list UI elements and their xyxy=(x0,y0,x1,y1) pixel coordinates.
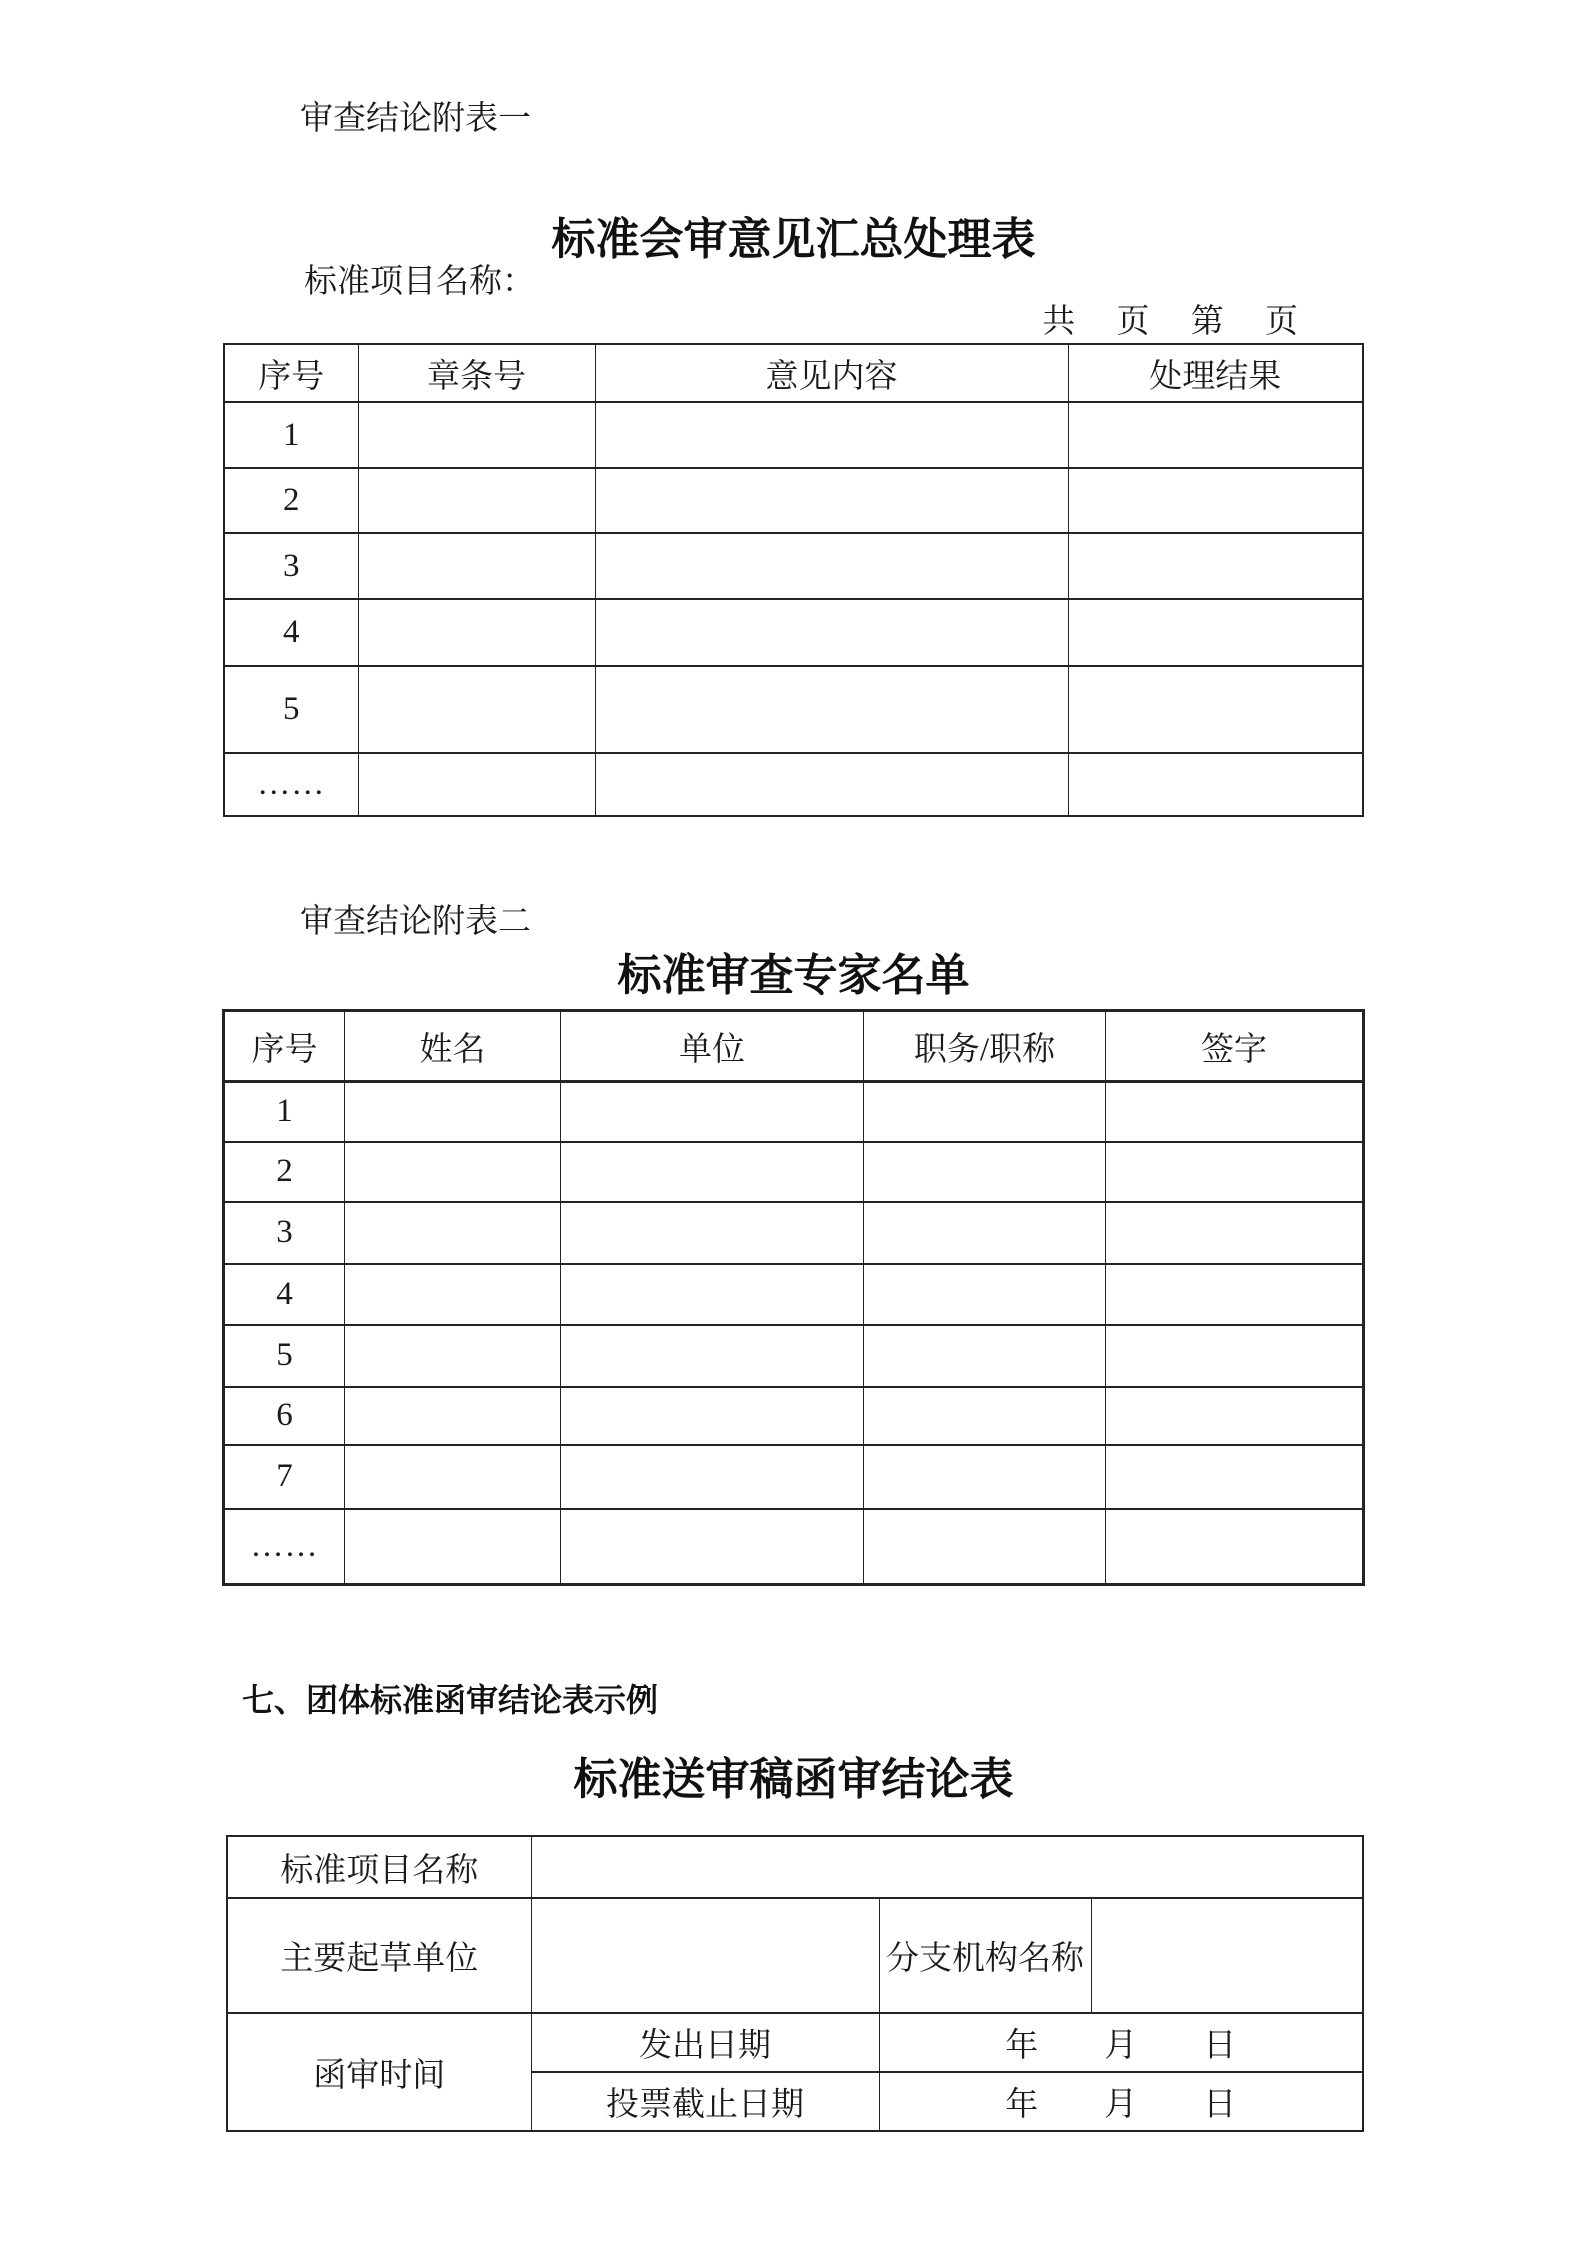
table-cell xyxy=(595,468,1068,533)
table-cell xyxy=(358,402,595,468)
table-row xyxy=(224,1509,1364,1585)
table-3-title: 标准送审稿函审结论表 xyxy=(573,1755,1014,1804)
table-cell xyxy=(561,1202,864,1264)
page-count-label: 共 页 第 页 xyxy=(1042,304,1298,340)
expert-list-table xyxy=(222,1009,1365,1586)
column-header-position: 职务/职称 xyxy=(864,1011,1106,1082)
table-cell: 4 xyxy=(224,1264,345,1325)
table-cell xyxy=(561,1082,864,1142)
table-row xyxy=(224,1445,1364,1509)
table-cell: 5 xyxy=(224,1325,345,1387)
table-cell xyxy=(1106,1325,1364,1387)
drafting-unit-cell-label: 主要起草单位 xyxy=(227,1898,531,2013)
table-cell xyxy=(345,1387,561,1445)
table-cell xyxy=(561,1142,864,1202)
column-header-result: 处理结果 xyxy=(1068,344,1363,402)
section-7-heading: 七、团体标准函审结论表示例 xyxy=(242,1682,659,1718)
table-cell xyxy=(345,1264,561,1325)
table-cell: 3 xyxy=(224,1202,345,1264)
table-row xyxy=(224,1325,1364,1387)
table-cell xyxy=(561,1509,864,1585)
table-row xyxy=(224,1142,1364,1202)
table-row xyxy=(227,2013,1363,2072)
deadline-cell-label: 投票截止日期 xyxy=(531,2072,879,2131)
table-cell: 4 xyxy=(224,599,358,666)
table-cell xyxy=(1106,1387,1364,1445)
table-row xyxy=(224,402,1363,468)
table-cell xyxy=(345,1202,561,1264)
table-cell: 2 xyxy=(224,468,358,533)
table-row xyxy=(227,1898,1363,2013)
column-header-clause: 章条号 xyxy=(358,344,595,402)
table-cell xyxy=(345,1325,561,1387)
table-cell: 6 xyxy=(224,1387,345,1445)
table-cell xyxy=(595,666,1068,753)
table-cell: …… xyxy=(224,1509,345,1585)
table-cell xyxy=(345,1509,561,1585)
branch-name-cell-value xyxy=(1091,1898,1363,2013)
table-cell xyxy=(561,1264,864,1325)
table-cell: 3 xyxy=(224,533,358,599)
table-cell xyxy=(864,1202,1106,1264)
table-cell xyxy=(864,1509,1106,1585)
table-cell xyxy=(864,1387,1106,1445)
table-cell: 1 xyxy=(224,402,358,468)
table-row xyxy=(224,1082,1364,1142)
table-cell xyxy=(358,753,595,816)
table-row xyxy=(224,1264,1364,1325)
project-name-label: 标准项目名称： xyxy=(304,264,535,300)
review-comments-table xyxy=(223,343,1364,817)
table-cell: …… xyxy=(224,753,358,816)
annex-1-label: 审查结论附表一 xyxy=(300,101,531,137)
table-cell xyxy=(358,533,595,599)
column-header-serial: 序号 xyxy=(224,1011,345,1082)
table-row xyxy=(224,753,1363,816)
table-cell xyxy=(595,753,1068,816)
branch-name-cell-label: 分支机构名称 xyxy=(879,1898,1091,2013)
table-cell xyxy=(1106,1445,1364,1509)
issue-date-cell-label: 发出日期 xyxy=(531,2013,879,2072)
table-cell xyxy=(1106,1082,1364,1142)
column-header-comment: 意见内容 xyxy=(595,344,1068,402)
table-cell xyxy=(1106,1202,1364,1264)
table-cell xyxy=(595,533,1068,599)
table-cell: 7 xyxy=(224,1445,345,1509)
table-cell xyxy=(1106,1142,1364,1202)
issue-date-cell-value: 年 月 日 xyxy=(879,2013,1363,2072)
table-1-title: 标准会审意见汇总处理表 xyxy=(551,215,1036,264)
column-header-signature: 签字 xyxy=(1106,1011,1364,1082)
table-row xyxy=(224,468,1363,533)
table-cell xyxy=(345,1082,561,1142)
column-header-unit: 单位 xyxy=(561,1011,864,1082)
table-header-row xyxy=(224,1011,1364,1082)
table-cell xyxy=(1068,402,1363,468)
deadline-cell-value: 年 月 日 xyxy=(879,2072,1363,2131)
table-cell xyxy=(358,666,595,753)
table-cell xyxy=(1106,1509,1364,1585)
table-cell xyxy=(864,1264,1106,1325)
table-cell xyxy=(864,1142,1106,1202)
table-cell: 5 xyxy=(224,666,358,753)
table-cell xyxy=(561,1325,864,1387)
review-time-cell-label: 函审时间 xyxy=(227,2013,531,2131)
table-row xyxy=(224,1387,1364,1445)
table-cell xyxy=(561,1445,864,1509)
expert-list-table-body xyxy=(224,1082,1364,1585)
project-name-cell-label: 标准项目名称 xyxy=(227,1836,531,1898)
table-cell xyxy=(595,599,1068,666)
table-row xyxy=(227,1836,1363,1898)
table-row xyxy=(224,599,1363,666)
letter-review-table xyxy=(226,1835,1364,2132)
table-row xyxy=(224,533,1363,599)
table-cell xyxy=(864,1445,1106,1509)
project-name-cell-value xyxy=(531,1836,1363,1898)
table-cell: 1 xyxy=(224,1082,345,1142)
table-cell xyxy=(358,599,595,666)
table-cell xyxy=(1068,753,1363,816)
table-cell xyxy=(864,1325,1106,1387)
table-cell xyxy=(1068,599,1363,666)
table-cell xyxy=(358,468,595,533)
table-cell xyxy=(345,1142,561,1202)
annex-2-label: 审查结论附表二 xyxy=(300,904,531,940)
table-cell xyxy=(595,402,1068,468)
table-cell xyxy=(1068,533,1363,599)
table-cell xyxy=(864,1082,1106,1142)
table-cell xyxy=(561,1387,864,1445)
drafting-unit-cell-value xyxy=(531,1898,879,2013)
table-cell: 2 xyxy=(224,1142,345,1202)
table-cell xyxy=(345,1445,561,1509)
column-header-serial: 序号 xyxy=(224,344,358,402)
table-row xyxy=(224,1202,1364,1264)
table-2-title: 标准审查专家名单 xyxy=(617,951,970,1000)
review-comments-table-body xyxy=(224,402,1363,816)
table-header-row xyxy=(224,344,1363,402)
table-cell xyxy=(1068,666,1363,753)
column-header-name: 姓名 xyxy=(345,1011,561,1082)
table-cell xyxy=(1106,1264,1364,1325)
table-row xyxy=(224,666,1363,753)
table-cell xyxy=(1068,468,1363,533)
